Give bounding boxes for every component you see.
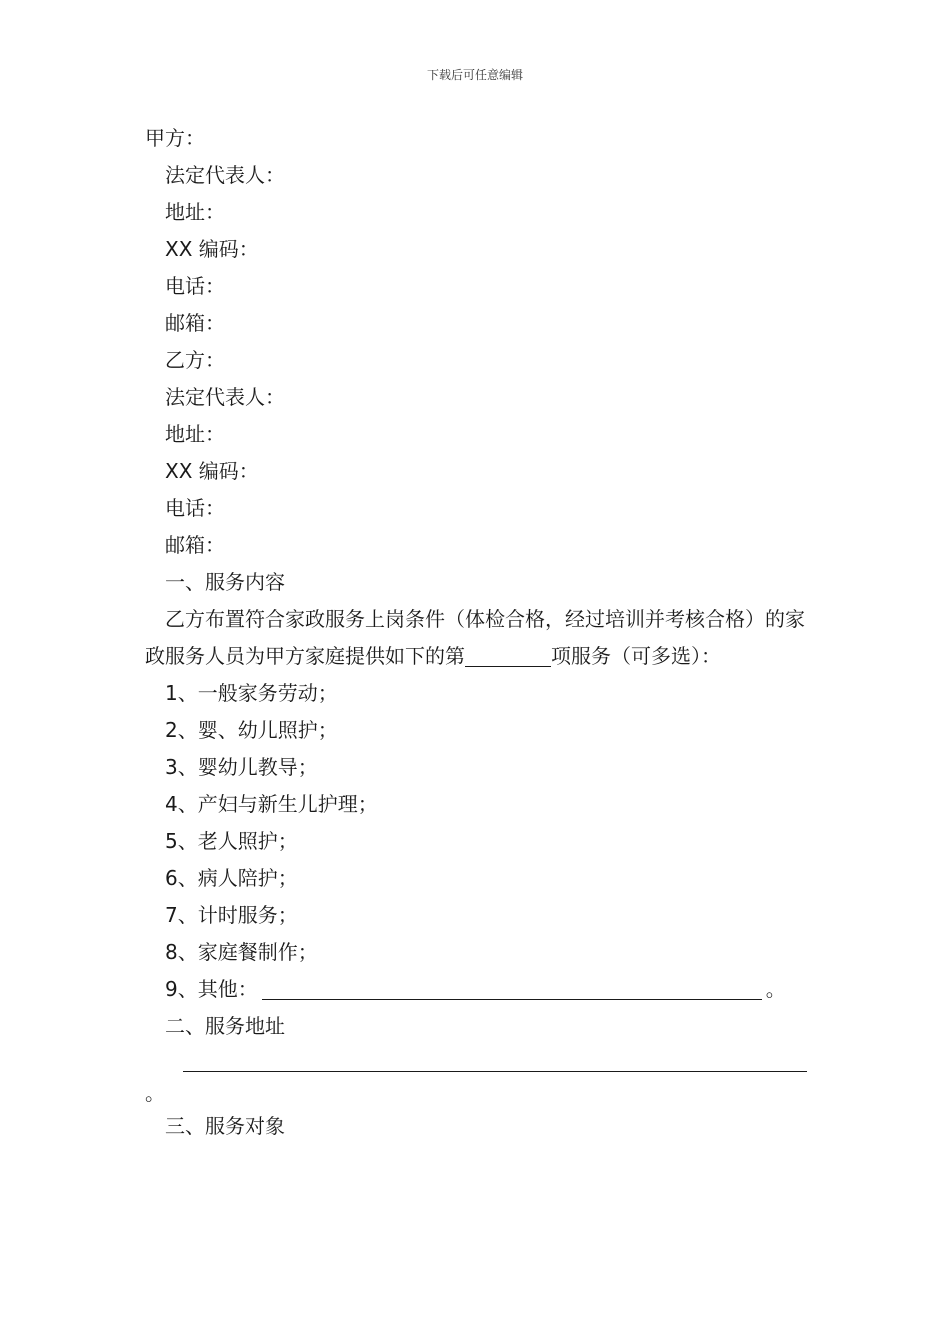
service-item: 3、婴幼儿教导； xyxy=(165,755,318,779)
service-item: 8、家庭餐制作； xyxy=(165,940,318,964)
section-2-title: 二、服务地址 xyxy=(165,1014,285,1038)
party-a-phone: 电话： xyxy=(165,274,225,298)
header-note: 下载后可任意编辑 xyxy=(426,68,523,82)
service-item-other xyxy=(145,971,810,1008)
contract-body xyxy=(145,120,810,1145)
service-item: 6、病人陪护； xyxy=(165,866,298,890)
other-end: 。 xyxy=(765,977,786,1001)
section-1-para-after: 项服务（可多选）： xyxy=(551,644,721,668)
party-b-email: 邮箱： xyxy=(165,533,225,557)
party-a-address: 地址： xyxy=(165,200,225,224)
other-blank xyxy=(262,977,762,1000)
section-1-para-before: 乙方布置符合家政服务上岗条件（体检合格，经过培训并考核合格）的家政服务人员为甲方家庭提供如下的第 xyxy=(145,607,805,668)
party-a-legal-rep: 法定代表人： xyxy=(165,163,285,187)
service-item: 5、老人照护； xyxy=(165,829,298,853)
party-a-email: 邮箱： xyxy=(165,311,225,335)
service-item: 1、一般家务劳动； xyxy=(165,681,338,705)
item-number-blank xyxy=(465,644,551,667)
party-b-legal-rep: 法定代表人： xyxy=(165,385,285,409)
party-a-label: 甲方： xyxy=(145,126,205,150)
service-item: 7、计时服务； xyxy=(165,903,298,927)
service-item: 2、婴、幼儿照护； xyxy=(165,718,338,742)
party-a-postcode: XX 编码： xyxy=(165,237,259,261)
party-b-address: 地址： xyxy=(165,422,225,446)
section-1-title: 一、服务内容 xyxy=(165,570,285,594)
section-2-end: 。 xyxy=(145,1081,165,1105)
section-3-title: 三、服务对象 xyxy=(165,1114,285,1138)
service-item: 4、产妇与新生儿护理； xyxy=(165,792,378,816)
service-address-blank xyxy=(183,1047,807,1072)
party-b-phone: 电话： xyxy=(165,496,225,520)
party-b-postcode: XX 编码： xyxy=(165,459,259,483)
other-label: 9、其他： xyxy=(165,977,258,1001)
party-b-label: 乙方： xyxy=(165,348,225,372)
section-1-paragraph xyxy=(145,601,810,675)
